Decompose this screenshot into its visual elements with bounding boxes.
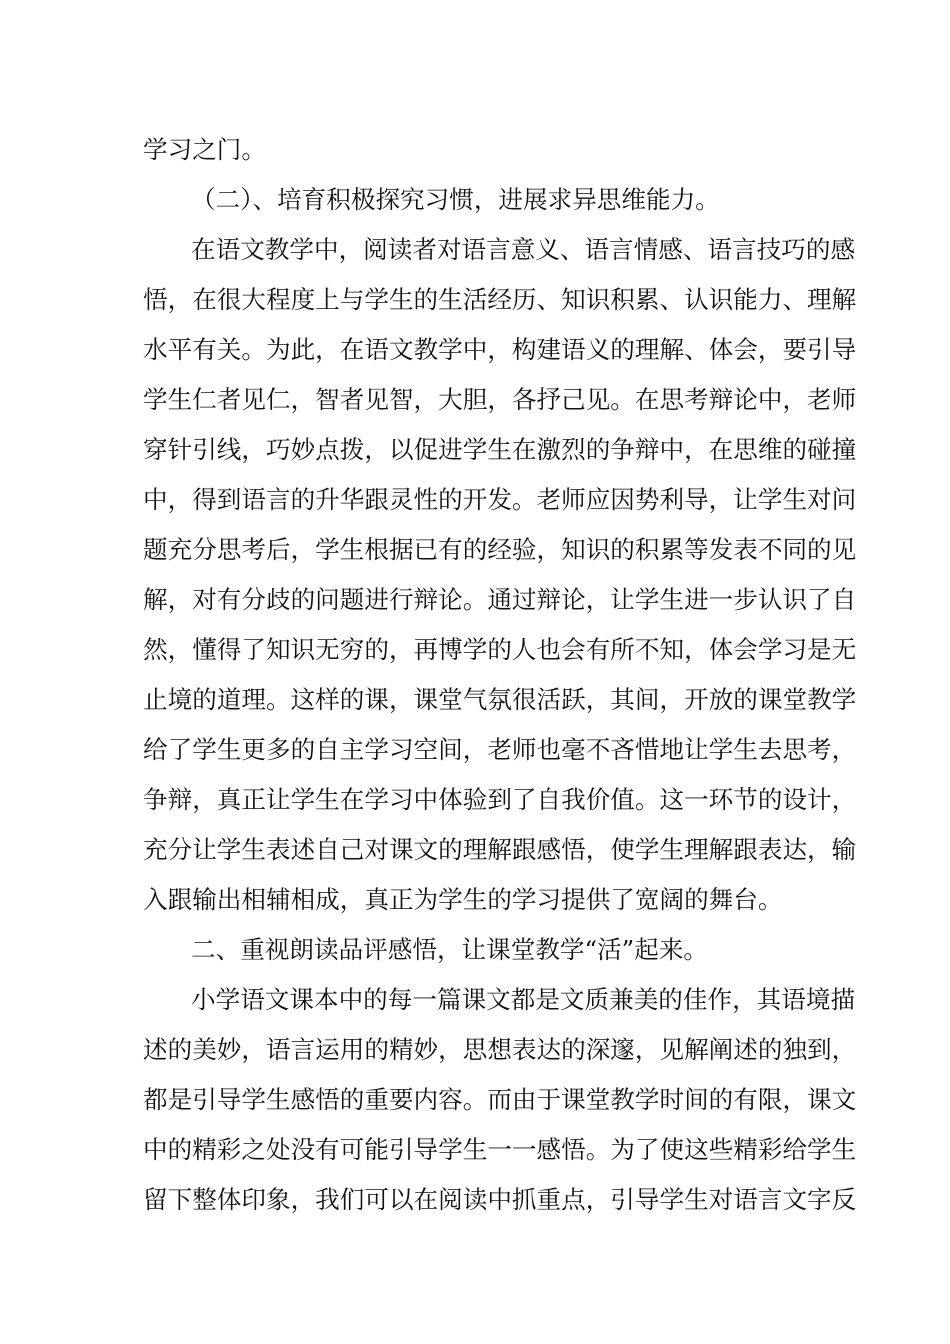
section-heading: 二、重视朗读品评感悟，让课堂教学“活”起来。 [191,935,709,964]
text-line: 穿针引线，巧妙点拨，以促进学生在激烈的争辩中，在思维的碰撞 [143,435,857,464]
text-line: 题充分思考后，学生根据已有的经验，知识的积累等发表不同的见 [143,535,857,564]
text-line: 学习之门。 [143,135,266,164]
text-line: 留下整体印象，我们可以在阅读中抓重点，引导学生对语言文字反 [143,1185,857,1214]
paragraph-start-line: 小学语文课本中的每一篇课文都是文质兼美的佳作，其语境描 [191,985,856,1014]
text-line: 止境的道理。这样的课，课堂气氛很活跃，其间，开放的课堂教学 [143,685,857,714]
text-line: 悟，在很大程度上与学生的生活经历、知识积累、认识能力、理解 [143,285,857,314]
text-line: 述的美妙，语言运用的精妙，思想表达的深邃，见解阐述的独到， [143,1035,857,1064]
text-line: 争辩，真正让学生在学习中体验到了自我价值。这一环节的设计， [143,785,857,814]
text-line: 给了学生更多的自主学习空间，老师也毫不吝惜地让学生去思考， [143,735,857,764]
text-line: 水平有关。为此，在语文教学中，构建语义的理解、体会，要引导 [143,335,857,364]
paragraph-start-line: 在语文教学中，阅读者对语言意义、语言情感、语言技巧的感 [191,235,856,264]
text-line: 学生仁者见仁，智者见智，大胆，各抒己见。在思考辩论中，老师 [143,385,857,414]
text-line: 解，对有分歧的问题进行辩论。通过辩论，让学生进一步认识了自 [143,585,857,614]
section-heading: （二）、培育积极探究习惯，进展求异思维能力。 [191,185,720,214]
text-line: 充分让学生表述自己对课文的理解跟感悟，使学生理解跟表达，输 [143,835,857,864]
text-line: 都是引导学生感悟的重要内容。而由于课堂教学时间的有限，课文 [143,1085,857,1114]
text-line: 中，得到语言的升华跟灵性的开发。老师应因势利导，让学生对问 [143,485,857,514]
text-line: 入跟输出相辅相成，真正为学生的学习提供了宽阔的舞台。 [143,885,783,914]
text-line: 然，懂得了知识无穷的，再博学的人也会有所不知，体会学习是无 [143,635,857,664]
text-line: 中的精彩之处没有可能引导学生一一感悟。为了使这些精彩给学生 [143,1135,857,1164]
